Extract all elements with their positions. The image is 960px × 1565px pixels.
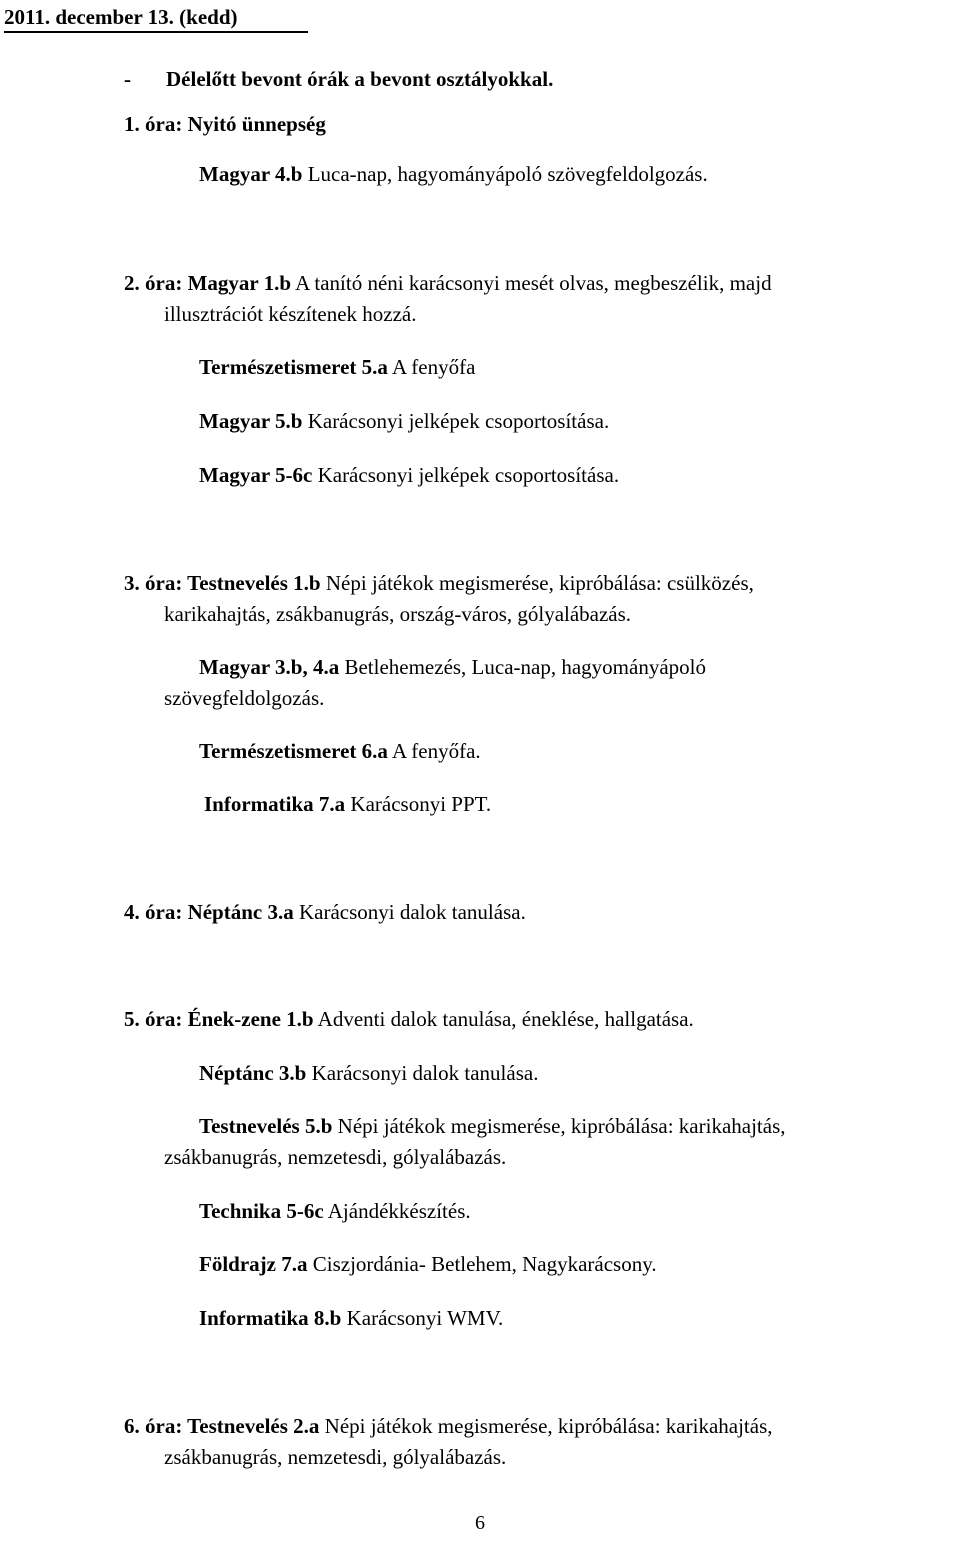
title-underline: [4, 31, 308, 33]
lesson3-item2: Természetismeret 6.a A fenyőfa.: [199, 739, 481, 763]
lesson2-item3: Magyar 5-6c Karácsonyi jelképek csoportosítása.: [199, 463, 620, 487]
lesson2-item1: Természetismeret 5.a A fenyőfa: [199, 355, 476, 379]
lesson5-item2-continuation: zsákbanugrás, nemzetesdi, gólyalábazás.: [164, 1145, 507, 1169]
lesson2-heading: 2. óra: Magyar 1.b A tanító néni karácsonyi mesét olvas, megbeszélik, majd: [124, 271, 772, 295]
lesson1-heading: 1. óra: Nyitó ünnepség: [124, 112, 326, 136]
lesson3-continuation: karikahajtás, zsákbanugrás, ország-város, gólyalábazás.: [164, 602, 632, 626]
lesson4-heading: 4. óra: Néptánc 3.a Karácsonyi dalok tanulása.: [124, 900, 526, 924]
lesson3-item1-continuation: szövegfeldolgozás.: [164, 686, 325, 710]
lesson2-continuation: illusztrációt készítenek hozzá.: [164, 302, 417, 326]
lesson5-item2: Testnevelés 5.b Népi játékok megismerése, kipróbálása: karikahajtás,: [199, 1114, 786, 1138]
lesson3-heading: 3. óra: Testnevelés 1.b Népi játékok megismerése, kipróbálása: csülközés,: [124, 571, 754, 595]
document-title: 2011. december 13. (kedd): [4, 5, 238, 29]
lesson5-item4: Földrajz 7.a Ciszjordánia- Betlehem, Nagykarácsony.: [199, 1252, 657, 1276]
lesson3-item3: Informatika 7.a Karácsonyi PPT.: [204, 792, 492, 816]
page-number: 6: [475, 1512, 485, 1534]
lesson2-item2: Magyar 5.b Karácsonyi jelképek csoportosítása.: [199, 409, 610, 433]
lesson5-item5: Informatika 8.b Karácsonyi WMV.: [199, 1306, 504, 1330]
lesson6-heading: 6. óra: Testnevelés 2.a Népi játékok megismerése, kipróbálása: karikahajtás,: [124, 1414, 773, 1438]
intro-text: Délelőtt bevont órák a bevont osztályokkal.: [166, 67, 554, 91]
lesson5-heading: 5. óra: Ének-zene 1.b Adventi dalok tanulása, éneklése, hallgatása.: [124, 1007, 694, 1031]
lesson1-item1: Magyar 4.b Luca-nap, hagyományápoló szövegfeldolgozás.: [199, 162, 708, 186]
lesson5-item3: Technika 5-6c Ajándékkészítés.: [199, 1199, 471, 1223]
lesson6-continuation: zsákbanugrás, nemzetesdi, gólyalábazás.: [164, 1445, 507, 1469]
lesson5-item1: Néptánc 3.b Karácsonyi dalok tanulása.: [199, 1061, 539, 1085]
intro-dash: -: [124, 67, 131, 91]
lesson3-item1: Magyar 3.b, 4.a Betlehemezés, Luca-nap, hagyományápoló: [199, 655, 706, 679]
